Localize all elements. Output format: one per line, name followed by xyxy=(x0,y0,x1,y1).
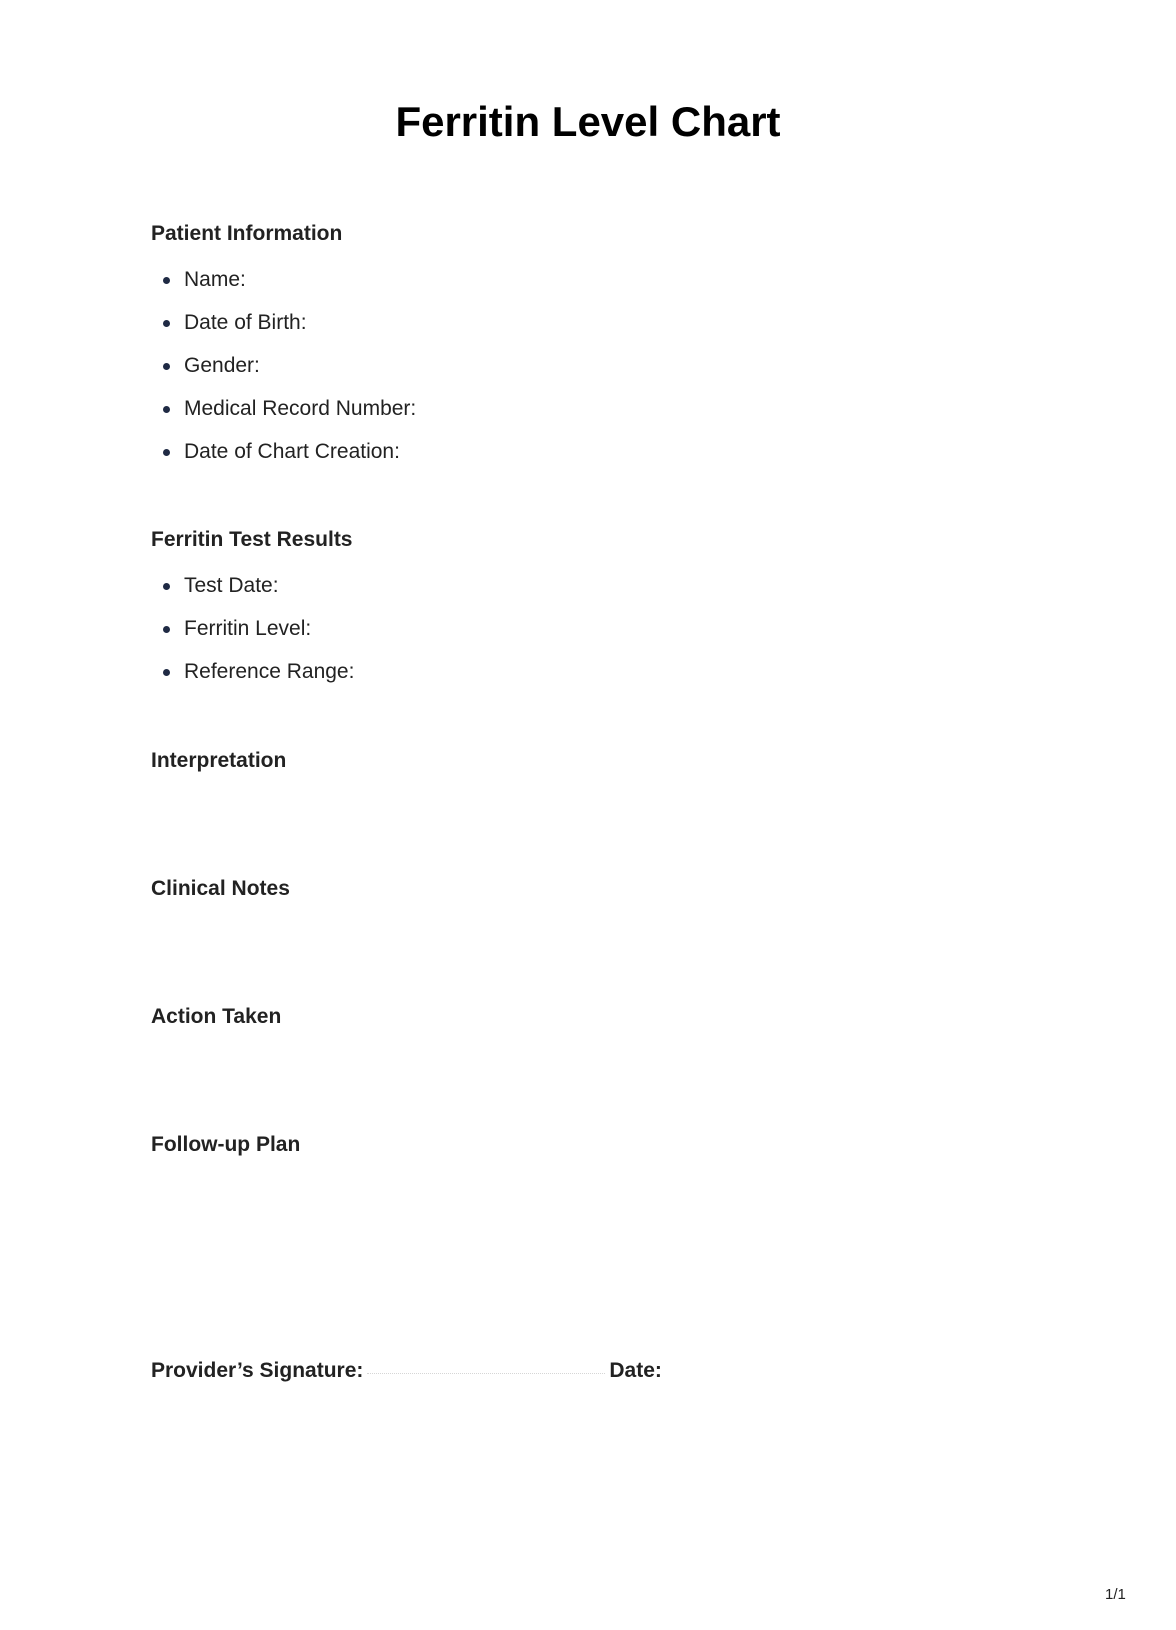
bullet-icon xyxy=(163,583,170,590)
signature-line[interactable] xyxy=(367,1372,605,1374)
reference-range-label: Reference Range: xyxy=(184,660,355,683)
clinical-notes-heading: Clinical Notes xyxy=(151,877,290,900)
action-taken-heading: Action Taken xyxy=(151,1005,282,1028)
test-date-label: Test Date: xyxy=(184,574,279,597)
name-label: Name: xyxy=(184,268,246,291)
page-number: 1/1 xyxy=(1105,1586,1126,1603)
date-label: Date: xyxy=(609,1359,662,1382)
list-item xyxy=(151,397,416,440)
patient-information-list xyxy=(151,268,416,483)
date-of-birth-label: Date of Birth: xyxy=(184,311,307,334)
gender-label: Gender: xyxy=(184,354,260,377)
page-title: Ferritin Level Chart xyxy=(395,98,781,145)
bullet-icon xyxy=(163,626,170,633)
list-item xyxy=(151,311,416,354)
signature-row xyxy=(151,1358,662,1384)
list-item xyxy=(151,268,416,311)
medical-record-number-label: Medical Record Number: xyxy=(184,397,417,420)
list-item xyxy=(151,660,354,703)
bullet-icon xyxy=(163,320,170,327)
bullet-icon xyxy=(163,669,170,676)
ferritin-level-label: Ferritin Level: xyxy=(184,617,312,640)
interpretation-heading: Interpretation xyxy=(151,749,287,772)
bullet-icon xyxy=(163,277,170,284)
list-item xyxy=(151,574,354,617)
patient-information-heading: Patient Information xyxy=(151,222,343,245)
list-item xyxy=(151,440,416,483)
ferritin-test-results-list xyxy=(151,574,354,703)
ferritin-test-results-heading: Ferritin Test Results xyxy=(151,528,353,551)
follow-up-plan-heading: Follow-up Plan xyxy=(151,1133,301,1156)
bullet-icon xyxy=(163,406,170,413)
bullet-icon xyxy=(163,363,170,370)
list-item xyxy=(151,617,354,660)
provider-signature-label: Provider’s Signature: xyxy=(151,1359,364,1382)
date-of-chart-creation-label: Date of Chart Creation: xyxy=(184,440,400,463)
list-item xyxy=(151,354,416,397)
bullet-icon xyxy=(163,449,170,456)
